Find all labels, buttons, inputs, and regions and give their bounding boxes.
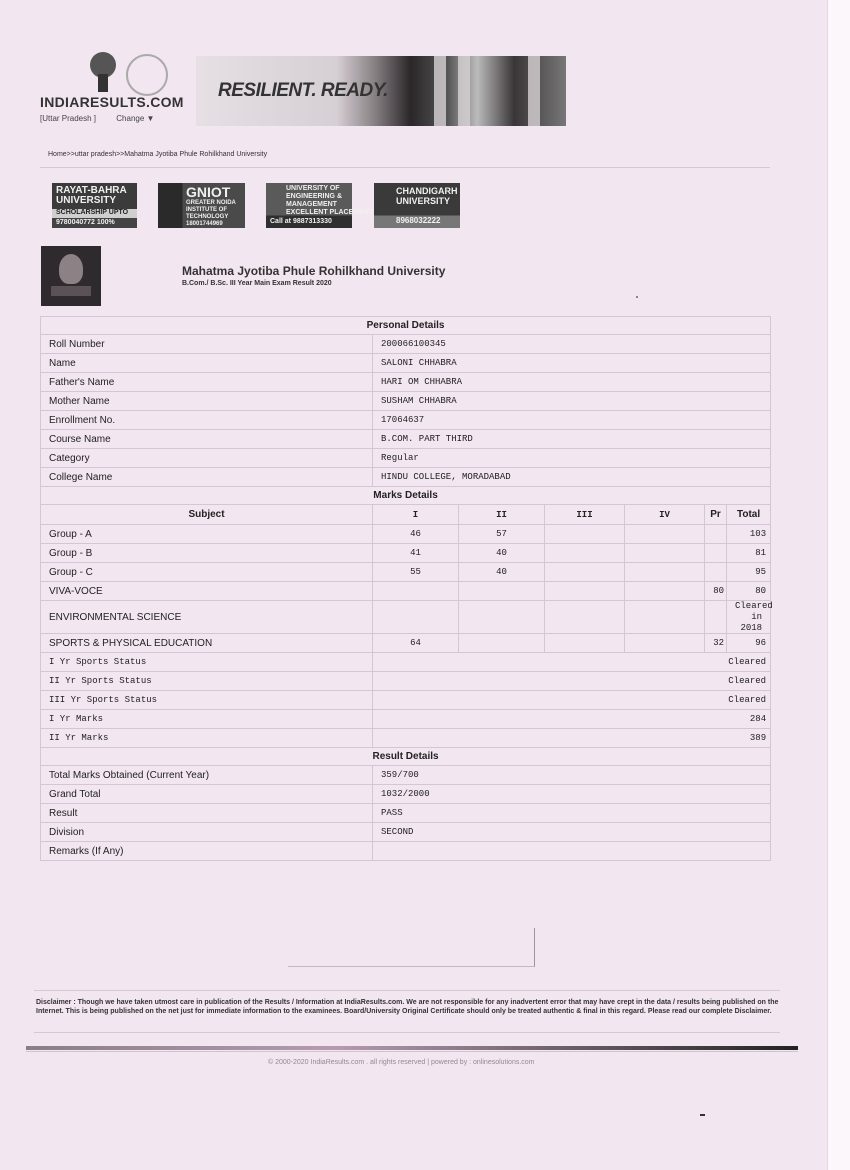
field-label: Division xyxy=(41,823,373,842)
personal-details-heading: Personal Details xyxy=(41,317,771,335)
subject-cell: Group - A xyxy=(41,525,373,544)
footer-band xyxy=(26,1046,798,1050)
subject-cell: ENVIRONMENTAL SCIENCE xyxy=(41,601,373,634)
marks-cell xyxy=(625,525,705,544)
field-value: SUSHAM CHHABRA xyxy=(373,392,771,411)
field-value: Regular xyxy=(373,449,771,468)
total-cell xyxy=(727,601,771,634)
ad-gniot[interactable] xyxy=(158,183,245,228)
ad-line: 8968032222 xyxy=(396,216,441,225)
university-title: Mahatma Jyotiba Phule Rohilkhand University xyxy=(182,264,446,278)
column-header: Total xyxy=(727,505,771,525)
field-label: Father's Name xyxy=(41,373,373,392)
ad-line: UNIVERSITY xyxy=(396,196,451,206)
marks-cell xyxy=(545,582,625,601)
status-label: I Yr Marks xyxy=(41,710,373,729)
ad-line: UNIVERSITY OF xyxy=(286,185,340,192)
ad-line: SCHOLARSHIP UPTO xyxy=(56,209,129,216)
marks-cell: 40 xyxy=(459,544,545,563)
status-label: III Yr Sports Status xyxy=(41,691,373,710)
divider xyxy=(34,1032,780,1033)
subject-cell: SPORTS & PHYSICAL EDUCATION xyxy=(41,634,373,653)
table-row xyxy=(41,729,771,748)
field-label: Roll Number xyxy=(41,335,373,354)
scan-speck xyxy=(636,296,638,298)
marks-cell xyxy=(373,582,459,601)
ad-line: Call at 9887313330 xyxy=(270,218,332,225)
divider xyxy=(34,990,780,991)
status-value: 284 xyxy=(373,710,771,729)
field-label: Name xyxy=(41,354,373,373)
field-value xyxy=(373,842,771,861)
result-table xyxy=(40,316,771,861)
status-label: II Yr Sports Status xyxy=(41,672,373,691)
total-line: Cleared xyxy=(735,601,773,611)
status-value: Cleared xyxy=(373,691,771,710)
ad-line: EXCELLENT PLACEMENT xyxy=(286,209,374,216)
site-name: INDIARESULTS.COM xyxy=(40,94,184,110)
marks-cell xyxy=(459,601,545,634)
change-region-link[interactable]: Change ▼ xyxy=(116,114,155,123)
field-value: SECOND xyxy=(373,823,771,842)
marks-cell xyxy=(459,582,545,601)
ad-line: TECHNOLOGY xyxy=(186,214,229,220)
marks-cell xyxy=(545,634,625,653)
table-row xyxy=(41,449,771,468)
table-row xyxy=(41,468,771,487)
table-row xyxy=(41,601,771,634)
marks-cell: 40 xyxy=(459,563,545,582)
field-value: 200066100345 xyxy=(373,335,771,354)
table-row xyxy=(41,563,771,582)
field-value: 1032/2000 xyxy=(373,785,771,804)
site-logo[interactable] xyxy=(40,52,184,132)
ad-chandigarh-university[interactable] xyxy=(374,183,460,228)
field-label: Grand Total xyxy=(41,785,373,804)
table-row xyxy=(41,823,771,842)
ad-uem[interactable] xyxy=(266,183,374,228)
ad-rayat-bahra[interactable] xyxy=(52,183,137,228)
region-selector xyxy=(40,114,172,123)
ad-line: UNIVERSITY xyxy=(56,195,117,206)
scan-speck xyxy=(700,1114,705,1116)
field-label: College Name xyxy=(41,468,373,487)
marks-cell: 41 xyxy=(373,544,459,563)
table-row xyxy=(41,710,771,729)
status-label: I Yr Sports Status xyxy=(41,653,373,672)
table-row xyxy=(41,653,771,672)
ad-line: RAYAT-BAHRA xyxy=(56,185,127,196)
field-label: Remarks (If Any) xyxy=(41,842,373,861)
field-value: B.COM. PART THIRD xyxy=(373,430,771,449)
footer-line xyxy=(26,1051,798,1052)
marks-cell: 80 xyxy=(705,582,727,601)
table-row xyxy=(41,354,771,373)
field-label: Category xyxy=(41,449,373,468)
marks-cell xyxy=(545,563,625,582)
crest-figure xyxy=(59,254,83,284)
ad-line: 9780040772 100% xyxy=(56,219,115,226)
marks-cell xyxy=(705,544,727,563)
disclaimer-text: Disclaimer : Though we have taken utmost care in publication of the Results / Information at IndiaResults.com. We are not responsible for any inadvertent error that may have crept in the data / results being published on the Internet. This is being published on the net just for immediate information to the examinees. Board/University Original Certificate should only be treated authentic & final in this regard. Please read our complete Disclaimer. xyxy=(36,999,779,1015)
banner-pillar xyxy=(458,56,470,126)
column-header: IV xyxy=(625,505,705,525)
table-row xyxy=(41,373,771,392)
table-row xyxy=(41,672,771,691)
marks-cell xyxy=(705,525,727,544)
marks-cell xyxy=(705,601,727,634)
subject-cell: Group - C xyxy=(41,563,373,582)
marks-cell: 55 xyxy=(373,563,459,582)
table-row xyxy=(41,430,771,449)
table-row xyxy=(41,804,771,823)
ad-line: ENGINEERING & xyxy=(286,193,343,200)
marks-cell xyxy=(625,601,705,634)
page-edge xyxy=(827,0,850,1170)
table-row xyxy=(41,842,771,861)
field-label: Result xyxy=(41,804,373,823)
marks-cell: 32 xyxy=(705,634,727,653)
banner-pillar xyxy=(434,56,446,126)
table-row xyxy=(41,411,771,430)
divider xyxy=(40,167,770,168)
field-label: Total Marks Obtained (Current Year) xyxy=(41,766,373,785)
signature-box xyxy=(288,928,535,967)
field-value: SALONI CHHABRA xyxy=(373,354,771,373)
marks-cell xyxy=(373,601,459,634)
ad-line: 18001744969 xyxy=(186,221,223,227)
result-details-heading: Result Details xyxy=(41,748,771,766)
ad-line: INSTITUTE OF xyxy=(186,207,227,213)
logo-stem xyxy=(98,74,108,92)
marks-cell xyxy=(625,544,705,563)
breadcrumb[interactable]: Home>>uttar pradesh>>Mahatma Jyotiba Phule Rohilkhand University xyxy=(48,151,268,158)
total-cell: 81 xyxy=(727,544,771,563)
total-cell: 103 xyxy=(727,525,771,544)
field-label: Mother Name xyxy=(41,392,373,411)
field-value: HARI OM CHHABRA xyxy=(373,373,771,392)
field-label: Course Name xyxy=(41,430,373,449)
table-row xyxy=(41,544,771,563)
table-row xyxy=(41,582,771,601)
table-row xyxy=(41,634,771,653)
ad-line: MANAGEMENT xyxy=(286,201,337,208)
ad-line: CHANDIGARH xyxy=(396,186,458,196)
state-emblem-icon xyxy=(126,54,168,96)
table-row xyxy=(41,766,771,785)
status-value: Cleared xyxy=(373,653,771,672)
field-value: 359/700 xyxy=(373,766,771,785)
marks-cell xyxy=(545,601,625,634)
exam-subtitle: B.Com./ B.Sc. III Year Main Exam Result 2020 xyxy=(182,280,332,287)
total-line: in 2018 xyxy=(740,611,763,633)
table-row xyxy=(41,335,771,354)
field-value: 17064637 xyxy=(373,411,771,430)
column-header: III xyxy=(545,505,625,525)
ad-line: GNIOT xyxy=(186,184,231,200)
table-row xyxy=(41,785,771,804)
marks-cell xyxy=(625,563,705,582)
total-cell: 80 xyxy=(727,582,771,601)
column-header: I xyxy=(373,505,459,525)
banner-ad[interactable] xyxy=(196,56,566,126)
marks-cell xyxy=(545,525,625,544)
column-header: Pr xyxy=(705,505,727,525)
copyright-text: © 2000-2020 IndiaResults.com . all rights reserved | powered by : onlinesolutions.com xyxy=(268,1059,535,1066)
ad-line: GREATER NOIDA xyxy=(186,200,236,206)
field-value: PASS xyxy=(373,804,771,823)
crest-base xyxy=(51,286,91,296)
marks-cell: 46 xyxy=(373,525,459,544)
total-cell: 96 xyxy=(727,634,771,653)
marks-details-heading: Marks Details xyxy=(41,487,771,505)
marks-cell xyxy=(545,544,625,563)
column-header: II xyxy=(459,505,545,525)
status-label: II Yr Marks xyxy=(41,729,373,748)
marks-cell xyxy=(705,563,727,582)
banner-text: RESILIENT. READY. xyxy=(218,80,388,101)
table-row xyxy=(41,525,771,544)
field-label: Enrollment No. xyxy=(41,411,373,430)
table-row xyxy=(41,691,771,710)
banner-pillar xyxy=(528,56,540,126)
subject-cell: Group - B xyxy=(41,544,373,563)
university-crest xyxy=(41,246,101,306)
marks-column-headers xyxy=(41,505,771,525)
marks-cell xyxy=(625,582,705,601)
region-label: [Uttar Pradesh ] xyxy=(40,114,97,123)
status-value: 389 xyxy=(373,729,771,748)
table-row xyxy=(41,392,771,411)
status-value: Cleared xyxy=(373,672,771,691)
column-header: Subject xyxy=(41,505,373,525)
marks-cell xyxy=(625,634,705,653)
marks-cell: 64 xyxy=(373,634,459,653)
marks-cell: 57 xyxy=(459,525,545,544)
subject-cell: VIVA-VOCE xyxy=(41,582,373,601)
total-cell: 95 xyxy=(727,563,771,582)
marks-cell xyxy=(459,634,545,653)
field-value: HINDU COLLEGE, MORADABAD xyxy=(373,468,771,487)
